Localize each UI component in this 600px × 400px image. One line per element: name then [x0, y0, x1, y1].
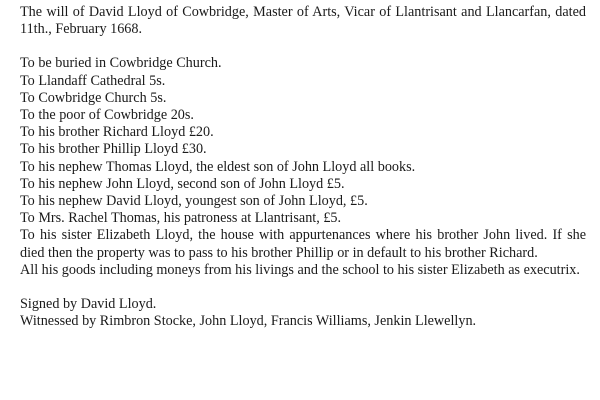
- bequest-item: To his nephew Thomas Lloyd, the eldest son of John Lloyd all books.: [20, 158, 416, 175]
- bequest-item: To Llandaff Cathedral 5s.: [20, 72, 166, 89]
- witnessed-line: Witnessed by Rimbron Stocke, John Lloyd, Francis Williams, Jenkin Llewellyn.: [20, 313, 477, 330]
- bequest-item: To Cowbridge Church 5s.: [20, 89, 167, 106]
- bequest-item: All his goods including moneys from his livings and the school to his sister Elizabeth as executrix.: [20, 261, 580, 278]
- bequest-item: To his brother Richard Lloyd £20.: [20, 124, 214, 141]
- bequest-item: To the poor of Cowbridge 20s.: [20, 107, 194, 124]
- signed-line: Signed by David Lloyd.: [20, 296, 157, 313]
- will-document: [20, 4, 586, 330]
- bequest-list: [20, 55, 586, 279]
- signature-block: [20, 296, 586, 330]
- bequest-item: To his nephew John Lloyd, second son of John Lloyd £5.: [20, 175, 345, 192]
- bequest-item: To be buried in Cowbridge Church.: [20, 55, 222, 72]
- bequest-item: To his nephew David Lloyd, youngest son of John Lloyd, £5.: [20, 193, 368, 210]
- bequest-item: To his brother Phillip Lloyd £30.: [20, 141, 207, 158]
- will-heading: The will of David Lloyd of Cowbridge, Master of Arts, Vicar of Llantrisant and Llancarfan, dated 11th., February 1668.: [20, 4, 586, 38]
- bequest-item: To Mrs. Rachel Thomas, his patroness at Llantrisant, £5.: [20, 210, 342, 227]
- bequest-item: To his sister Elizabeth Lloyd, the house with appurtenances where his brother John lived. If she died then the property was to pass to his brother Phillip or in default to his brother Richard.: [20, 227, 586, 261]
